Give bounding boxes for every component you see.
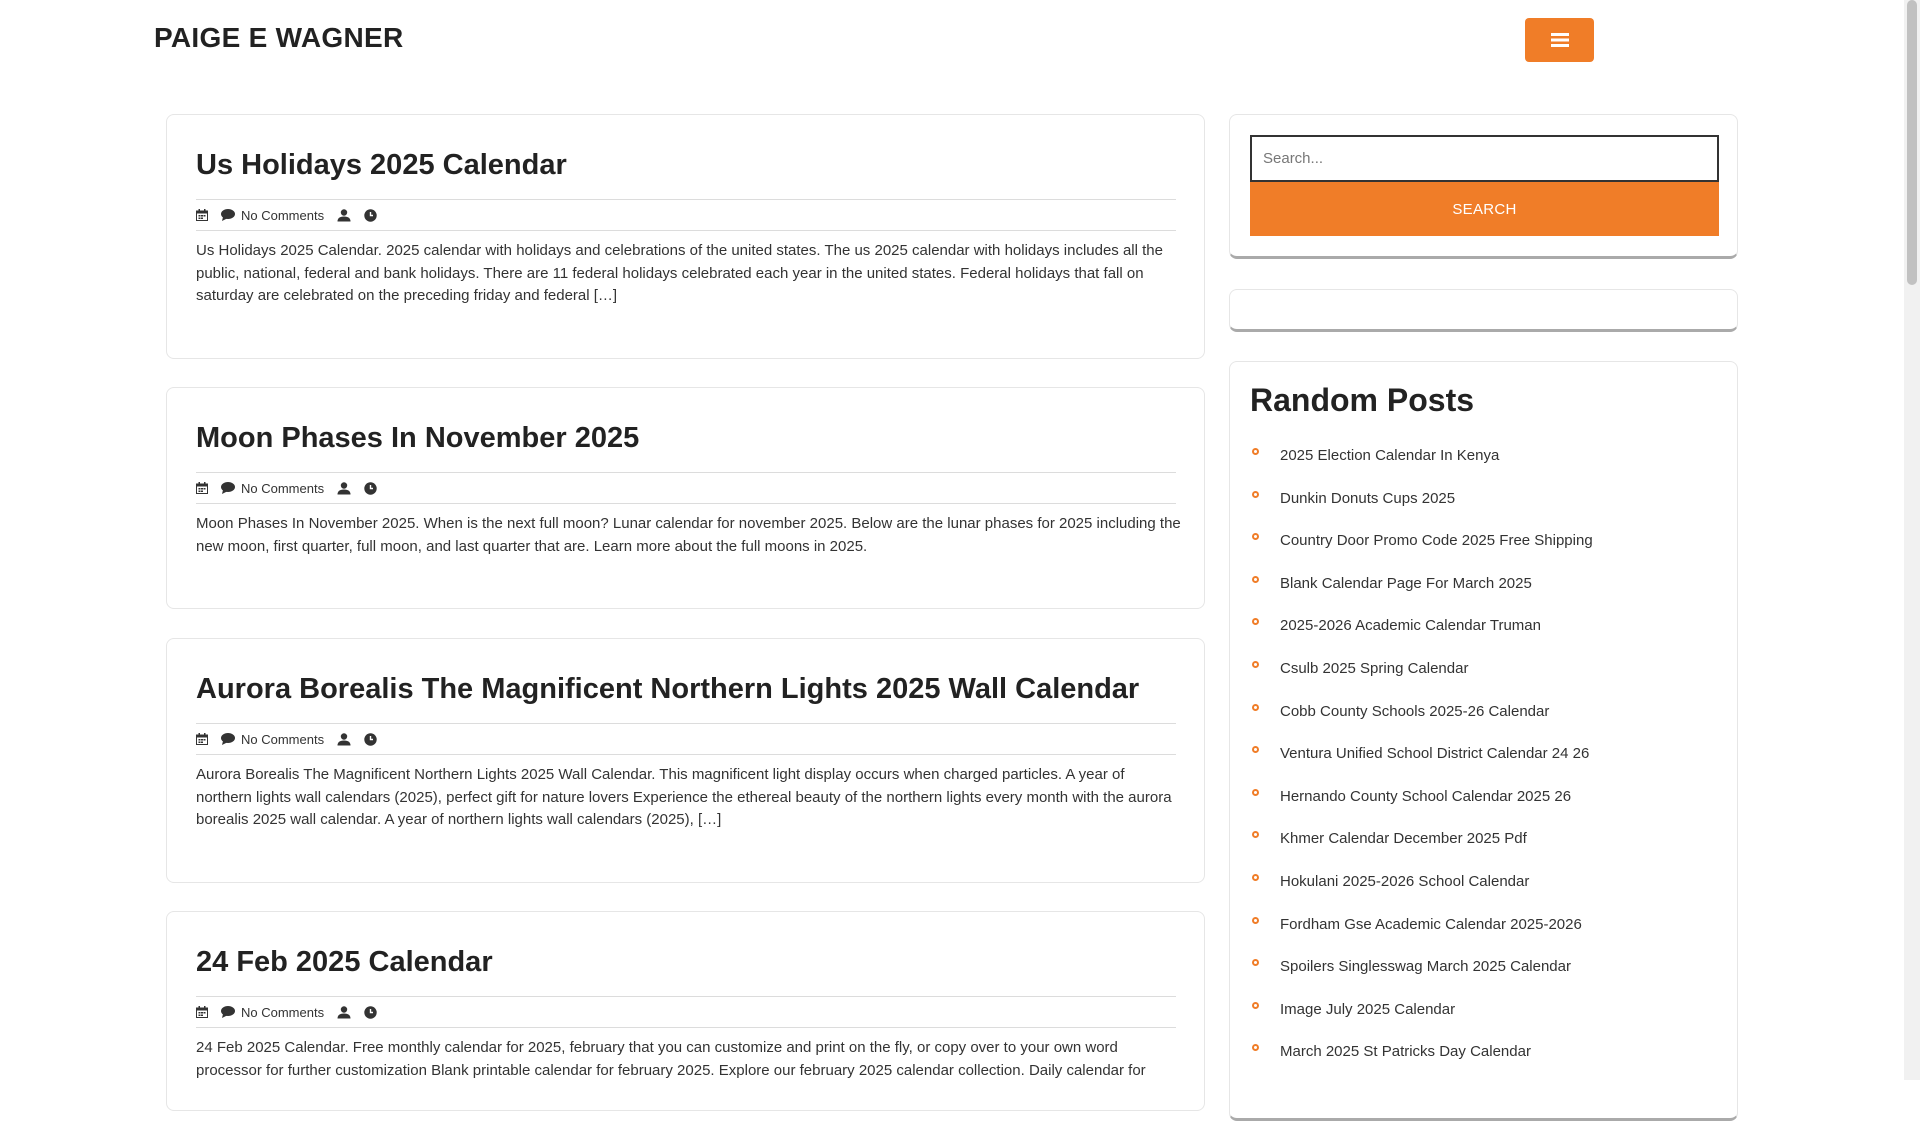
search-widget	[1229, 114, 1738, 259]
post-excerpt: Us Holidays 2025 Calendar. 2025 calendar with holidays and celebrations of the united states. The us 2025 calendar with holidays includes all the public, national, federal and bank holidays. There are 11 federal holidays celebrated each year in the united states. Federal holidays that fall on saturday are celebrated on the preceding friday and federal […]	[196, 242, 1163, 304]
bullet-icon	[1252, 874, 1259, 881]
comments-link[interactable]	[221, 481, 324, 496]
post-card	[166, 114, 1205, 359]
calendar-icon	[196, 1006, 208, 1018]
random-post-label: Ventura Unified School District Calendar 24 26	[1280, 745, 1590, 763]
random-post-link[interactable]	[1250, 703, 1720, 746]
random-post-link[interactable]	[1250, 660, 1720, 703]
random-post-label: Khmer Calendar December 2025 Pdf	[1280, 830, 1527, 848]
bullet-icon	[1252, 831, 1259, 838]
random-posts-title: Random Posts	[1250, 382, 1475, 418]
calendar-icon	[196, 482, 208, 494]
comments-link[interactable]	[221, 732, 324, 747]
comment-icon	[221, 733, 235, 745]
bullet-icon	[1252, 448, 1259, 455]
comments-count: No Comments	[241, 207, 325, 223]
author-icon[interactable]	[337, 733, 351, 746]
random-post-link[interactable]	[1250, 916, 1720, 959]
post-card	[166, 638, 1205, 883]
author-icon[interactable]	[337, 209, 351, 222]
comments-link[interactable]	[221, 1005, 324, 1020]
post-card	[166, 911, 1205, 1111]
random-post-link[interactable]	[1250, 958, 1720, 1001]
bullet-icon	[1252, 533, 1259, 540]
random-post-label: Blank Calendar Page For March 2025	[1280, 574, 1532, 592]
comments-count: No Comments	[241, 731, 325, 747]
random-post-link[interactable]	[1250, 617, 1720, 660]
post-title[interactable]: 24 Feb 2025 Calendar	[196, 946, 493, 978]
post-title[interactable]: Aurora Borealis The Magnificent Northern Lights 2025 Wall Calendar	[196, 673, 1140, 705]
author-icon[interactable]	[337, 482, 351, 495]
random-post-label: 2025-2026 Academic Calendar Truman	[1280, 617, 1541, 635]
random-post-link[interactable]	[1250, 575, 1720, 618]
post-meta	[196, 996, 1176, 1028]
random-post-label: Dunkin Donuts Cups 2025	[1280, 489, 1456, 507]
calendar-icon	[196, 733, 208, 745]
random-post-label: Spoilers Singlesswag March 2025 Calendar	[1280, 958, 1571, 976]
bullet-icon	[1252, 618, 1259, 625]
random-post-label: Country Door Promo Code 2025 Free Shipping	[1280, 532, 1593, 550]
menu-toggle-button[interactable]	[1525, 18, 1594, 62]
bullet-icon	[1252, 576, 1259, 583]
bullet-icon	[1252, 959, 1259, 966]
comments-count: No Comments	[241, 480, 325, 496]
search-input[interactable]	[1250, 135, 1719, 182]
post-excerpt: Aurora Borealis The Magnificent Northern Lights 2025 Wall Calendar. This magnificent light display occurs when charged particles. A year of northern lights wall calendars (2025), perfect gift for nature lovers Experience the ethereal beauty of the northern lights every month with the aurora borealis 2025 wall calendar. A year of northern lights wall calendars (2025), […]	[196, 766, 1172, 828]
empty-widget	[1229, 289, 1738, 332]
random-post-link[interactable]	[1250, 490, 1720, 533]
bullet-icon	[1252, 1044, 1259, 1051]
post-excerpt: Moon Phases In November 2025. When is the next full moon? Lunar calendar for november 2025. Below are the lunar phases for 2025 including the new moon, first quarter, full moon, and last quarter that are. Learn more about the full moons in 2025.	[196, 515, 1181, 555]
site-title[interactable]: PAIGE E WAGNER	[154, 22, 404, 53]
random-post-label: Csulb 2025 Spring Calendar	[1280, 659, 1469, 677]
comments-link[interactable]	[221, 208, 324, 223]
calendar-icon	[196, 209, 208, 221]
random-post-label: March 2025 St Patricks Day Calendar	[1280, 1043, 1531, 1061]
random-post-link[interactable]	[1250, 788, 1720, 831]
comment-icon	[221, 209, 235, 221]
bullet-icon	[1252, 917, 1259, 924]
random-post-link[interactable]	[1250, 447, 1720, 490]
bullet-icon	[1252, 661, 1259, 668]
bullet-icon	[1252, 491, 1259, 498]
comments-count: No Comments	[241, 1004, 325, 1020]
random-post-label: 2025 Election Calendar In Kenya	[1280, 447, 1500, 464]
comment-icon	[221, 1006, 235, 1018]
bullet-icon	[1252, 704, 1259, 711]
clock-icon	[364, 482, 377, 495]
random-post-label: Hokulani 2025-2026 School Calendar	[1280, 872, 1530, 890]
bullet-icon	[1252, 789, 1259, 796]
random-posts-list	[1250, 447, 1720, 1086]
clock-icon	[364, 209, 377, 222]
post-meta	[196, 723, 1176, 755]
post-title[interactable]: Us Holidays 2025 Calendar	[196, 149, 567, 181]
author-icon[interactable]	[337, 1006, 351, 1019]
random-post-link[interactable]	[1250, 830, 1720, 873]
random-post-link[interactable]	[1250, 1001, 1720, 1044]
clock-icon	[364, 733, 377, 746]
bullet-icon	[1252, 1002, 1259, 1009]
random-post-label: Image July 2025 Calendar	[1280, 1000, 1456, 1018]
random-posts-widget	[1229, 361, 1738, 1121]
random-post-link[interactable]	[1250, 873, 1720, 916]
hamburger-icon	[1551, 32, 1569, 48]
search-button[interactable]: SEARCH	[1250, 182, 1719, 236]
random-post-label: Cobb County Schools 2025-26 Calendar	[1280, 702, 1550, 720]
random-post-link[interactable]	[1250, 532, 1720, 575]
post-meta	[196, 472, 1176, 504]
random-post-label: Hernando County School Calendar 2025 26	[1280, 787, 1572, 805]
comment-icon	[221, 482, 235, 494]
post-meta	[196, 199, 1176, 231]
clock-icon	[364, 1006, 377, 1019]
random-post-link[interactable]	[1250, 745, 1720, 788]
post-title[interactable]: Moon Phases In November 2025	[196, 422, 640, 454]
post-excerpt: 24 Feb 2025 Calendar. Free monthly calendar for 2025, february that you can customize and print on the fly, or copy over to your own word processor for further customization Blank printable calendar for february 2025. Explore our february 2025 calendar collection. Daily calendar for	[196, 1039, 1146, 1079]
bullet-icon	[1252, 746, 1259, 753]
post-card	[166, 387, 1205, 609]
site-header	[0, 0, 1904, 80]
scrollbar-thumb[interactable]	[1907, 0, 1917, 285]
page-scrollbar[interactable]	[1904, 0, 1920, 1080]
random-post-label: Fordham Gse Academic Calendar 2025-2026	[1280, 915, 1582, 933]
